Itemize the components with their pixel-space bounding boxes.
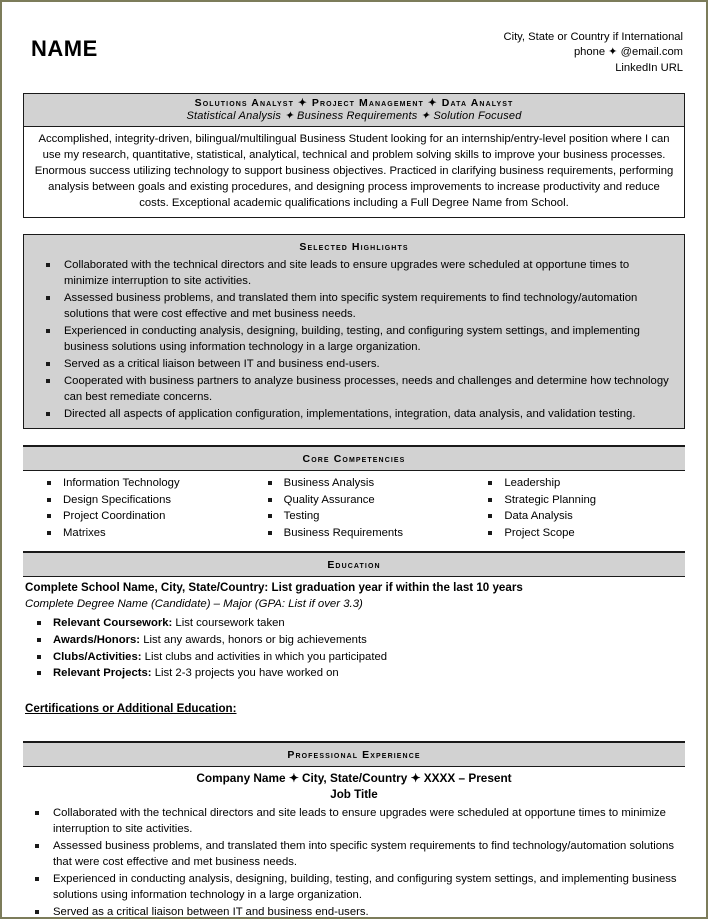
- list-item: Project Coordination: [33, 508, 244, 524]
- education-band: [23, 551, 685, 577]
- resume-page-content: [2, 2, 706, 917]
- core-competencies-title: Core Competencies: [302, 453, 406, 466]
- certifications-heading: Certifications or Additional Education:: [25, 702, 237, 716]
- contact-linkedin: LinkedIn URL: [615, 61, 683, 74]
- list-item: Assessed business problems, and translated them into specific system requirements to find technology/automation solutions that were cost effective and met business needs.: [23, 838, 685, 870]
- education-item-value: List any awards, honors or big achievements: [143, 633, 367, 646]
- summary-paragraph: Accomplished, integrity-driven, bilingual/multilingual Business Student looking for an internship/entry-level position where I can use my research, quantitative, statistical, analytical, technical and problem solving skills to improve your business processes. Enormous success utilizing technology to support business objectives. Practiced in clarifying business requirements, performing analysis between goals and existing procedures, and designing process improvements to increase productivity and reduce costs. Exceptional academic qualifications including a Full Degree Name from School.: [23, 127, 685, 218]
- competency-column: [464, 475, 685, 541]
- candidate-name: NAME: [31, 36, 98, 61]
- resume-header: [23, 21, 685, 87]
- competency-column: [23, 475, 244, 541]
- selected-highlights-title: Selected Highlights: [299, 241, 409, 254]
- list-item: Served as a critical liaison between IT and business end-users.: [23, 904, 685, 920]
- experience-company-line: Company Name ✦ City, State/Country ✦ XXXX – Present: [196, 771, 512, 786]
- experience-bullet-list: [23, 805, 685, 920]
- list-item: Cooperated with business partners to analyze business processes, needs and challenges and determine how technology can best remediate concerns.: [34, 373, 674, 405]
- list-item: Testing: [254, 508, 465, 524]
- education-school-line: Complete School Name, City, State/Country: List graduation year if within the last 10 years: [25, 580, 523, 594]
- list-item: Leadership: [474, 475, 685, 491]
- contact-phone-email: phone ✦ @email.com: [573, 46, 683, 59]
- education-item-value: List clubs and activities in which you participated: [144, 650, 388, 663]
- list-item: Project Scope: [474, 525, 685, 541]
- list-item: Data Analysis: [474, 508, 685, 524]
- list-item: [23, 615, 685, 632]
- professional-experience-band: [23, 741, 685, 767]
- education-detail-list: [23, 615, 685, 682]
- core-competencies-band: [23, 445, 685, 471]
- education-item-value: List 2-3 projects you have worked on: [154, 667, 339, 680]
- contact-block: [504, 25, 684, 76]
- education-title: Education: [327, 558, 381, 571]
- competency-column: [244, 475, 465, 541]
- education-item-value: List coursework taken: [175, 617, 285, 630]
- list-item: Design Specifications: [33, 492, 244, 508]
- education-item-label: Relevant Coursework:: [53, 617, 173, 630]
- education-item-label: Awards/Honors:: [53, 633, 141, 646]
- professional-experience-title: Professional Experience: [287, 749, 421, 762]
- education-degree-line: Complete Degree Name (Candidate) – Major (GPA: List if over 3.3): [25, 598, 363, 611]
- education-section: [23, 551, 685, 715]
- list-item: Directed all aspects of application configuration, implementations, integration, data analysis, and validation testing.: [34, 406, 674, 422]
- core-competencies-columns: [23, 471, 685, 545]
- list-item: Business Requirements: [254, 525, 465, 541]
- selected-highlights-section: [23, 234, 685, 429]
- education-item-label: Clubs/Activities:: [53, 650, 142, 663]
- education-item-label: Relevant Projects:: [53, 667, 152, 680]
- professional-experience-section: [23, 741, 685, 920]
- experience-job-title: Job Title: [330, 787, 378, 801]
- list-item: Matrixes: [33, 525, 244, 541]
- list-item: Assessed business problems, and translated them into specific system requirements to find technology/automation solutions that were cost effective and met business needs.: [34, 290, 674, 322]
- list-item: Quality Assurance: [254, 492, 465, 508]
- list-item: Collaborated with the technical directors and site leads to ensure upgrades were scheduled at opportune times to minimize interruption to site activities.: [23, 805, 685, 837]
- list-item: Strategic Planning: [474, 492, 685, 508]
- core-competencies-section: [23, 445, 685, 545]
- list-item: Information Technology: [33, 475, 244, 491]
- contact-location: City, State or Country if International: [503, 31, 683, 43]
- summary-headline: Solutions Analyst ✦ Project Management ✦ Data Analyst: [194, 97, 514, 109]
- selected-highlights-band: [24, 235, 684, 257]
- list-item: Experienced in conducting analysis, designing, building, testing, and configuring system settings, and implementing business solutions using information technology in a large organization.: [34, 323, 674, 355]
- list-item: Experienced in conducting analysis, designing, building, testing, and configuring system settings, and implementing business solutions using information technology in a large organization.: [23, 871, 685, 903]
- list-item: [23, 632, 685, 649]
- list-item: [23, 649, 685, 666]
- summary-section: [23, 93, 685, 218]
- list-item: Collaborated with the technical directors and site leads to ensure upgrades were scheduled at opportune times to minimize interruption to site activities.: [34, 257, 674, 289]
- summary-subheadline: Statistical Analysis ✦ Business Requirements ✦ Solution Focused: [186, 110, 522, 122]
- list-item: [23, 665, 685, 682]
- list-item: Served as a critical liaison between IT and business end-users.: [34, 356, 674, 372]
- list-item: Business Analysis: [254, 475, 465, 491]
- selected-highlights-list: [24, 257, 684, 428]
- summary-title-band: [23, 93, 685, 127]
